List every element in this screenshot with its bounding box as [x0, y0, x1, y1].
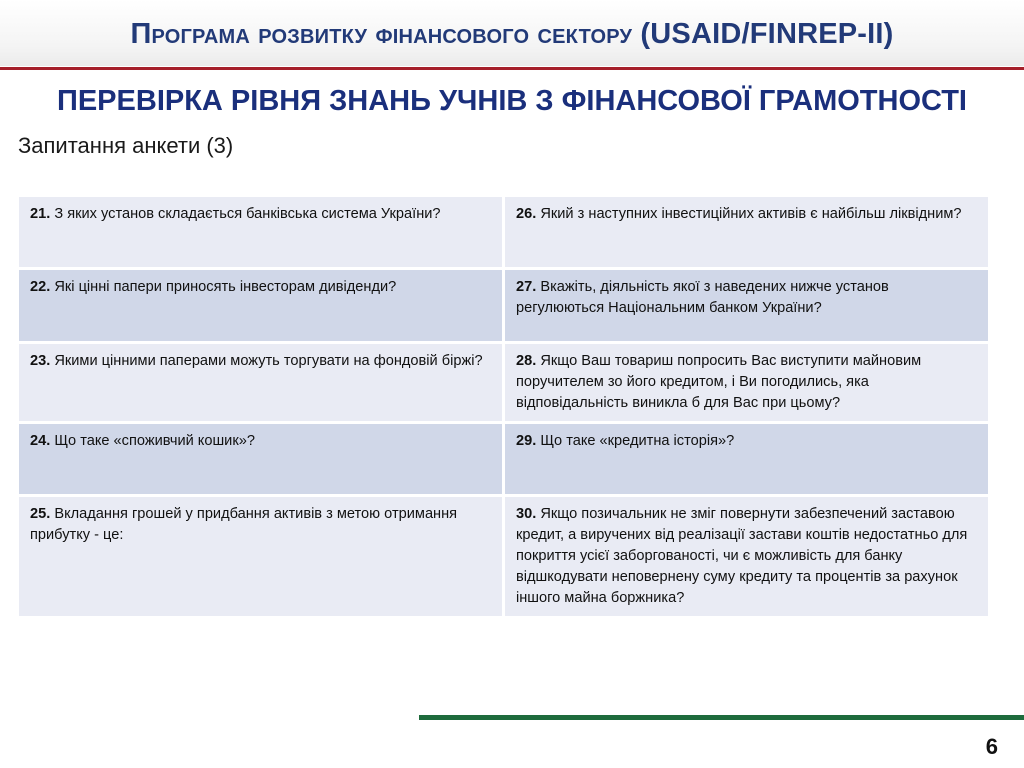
slide-title: ПЕРЕВІРКА РІВНЯ ЗНАНЬ УЧНІВ З ФІНАНСОВОЇ ГРАМОТНОСТІ — [57, 85, 967, 117]
question-number: 23. — [30, 353, 51, 369]
question-number: 22. — [30, 279, 51, 295]
question-text: Який з наступних інвестиційних активів є найбільш ліквідним? — [536, 206, 962, 222]
question-number: 24. — [30, 433, 51, 449]
question-number: 30. — [516, 506, 537, 522]
question-cell — [18, 343, 504, 423]
program-title: Програма розвитку фінансового сектору (USAID/FINREP-II) — [130, 18, 894, 50]
question-number: 28. — [516, 353, 537, 369]
question-cell — [504, 423, 990, 496]
questions-table — [16, 194, 991, 619]
table-row — [18, 496, 990, 618]
question-number: 25. — [30, 506, 51, 522]
table-row — [18, 423, 990, 496]
header-divider — [0, 67, 1024, 70]
question-cell — [18, 496, 504, 618]
question-text: Вкажіть, діяльність якої з наведених нижче установ регулюються Національним банком України? — [516, 279, 889, 316]
question-text: З яких установ складається банківська система України? — [50, 206, 441, 222]
question-text: Які цінні папери приносять інвесторам дивіденди? — [50, 279, 397, 295]
question-cell — [504, 269, 990, 343]
question-number: 21. — [30, 206, 51, 222]
question-cell — [18, 269, 504, 343]
table-row — [18, 269, 990, 343]
page-number: 6 — [985, 734, 998, 759]
question-cell — [504, 196, 990, 269]
question-cell — [504, 496, 990, 618]
question-cell — [18, 423, 504, 496]
footer-divider — [419, 715, 1024, 720]
question-number: 26. — [516, 206, 537, 222]
question-text: Що таке «споживчий кошик»? — [50, 433, 255, 449]
question-text: Якими цінними паперами можуть торгувати на фондовій біржі? — [50, 353, 483, 369]
question-text: Що таке «кредитна історія»? — [536, 433, 735, 449]
slide-subtitle: Запитання анкети (3) — [18, 133, 234, 158]
question-number: 29. — [516, 433, 537, 449]
table-row — [18, 196, 990, 269]
table-row — [18, 343, 990, 423]
question-number: 27. — [516, 279, 537, 295]
question-text: Якщо Ваш товариш попросить Вас виступити майновим поручителем зо його кредитом, і Ви погодились, яка відповідальність виникла б для Вас при цьому? — [516, 353, 922, 411]
question-text: Якщо позичальник не зміг повернути забезпечений заставою кредит, а виручених від реалізації застави коштів недостатньо для покриття усієї заборгованості, чи є можливість для банку відшкодувати неповернену суму кредиту та процентів за рахунок іншого майна боржника? — [516, 506, 968, 606]
question-text: Вкладання грошей у придбання активів з метою отримання прибутку - це: — [30, 506, 458, 543]
question-cell — [18, 196, 504, 269]
question-cell — [504, 343, 990, 423]
